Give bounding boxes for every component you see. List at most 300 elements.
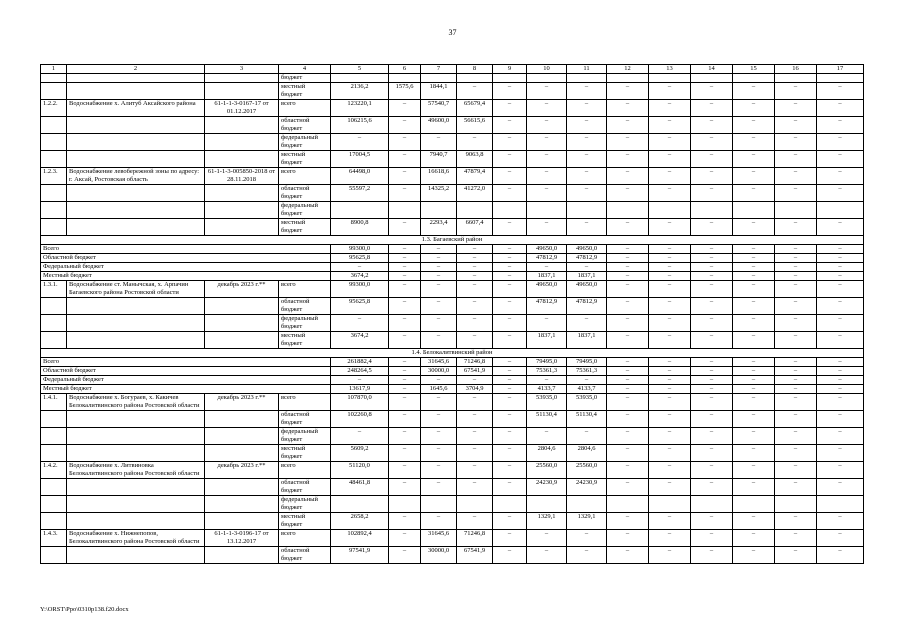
value-cell: – — [567, 547, 607, 564]
value-cell: – — [457, 272, 493, 281]
value-cell: – — [775, 245, 817, 254]
value-cell: – — [733, 479, 775, 496]
object-name — [67, 547, 205, 564]
value-cell: – — [691, 376, 733, 385]
value-cell — [691, 496, 733, 513]
object-name: Водоснабжение х. Алитуб Аксайского района — [67, 100, 205, 117]
value-cell: – — [691, 263, 733, 272]
value-cell — [733, 202, 775, 219]
value-cell: – — [421, 263, 457, 272]
value-cell: – — [421, 445, 457, 462]
value-cell: – — [457, 332, 493, 349]
value-cell: – — [607, 185, 649, 202]
header-cell: 1 — [41, 65, 67, 74]
object-name: Водоснабжение х. Нижнепопов, Белокалитвинского района Ростовской области — [67, 530, 205, 547]
value-cell: – — [389, 547, 421, 564]
funding-source: федеральный бюджет — [279, 496, 331, 513]
value-cell: – — [691, 358, 733, 367]
value-cell: – — [775, 168, 817, 185]
expertise-or-deadline — [205, 428, 279, 445]
value-cell: 51120,0 — [331, 462, 389, 479]
header-row — [41, 65, 864, 74]
value-cell: – — [691, 411, 733, 428]
expertise-or-deadline — [205, 547, 279, 564]
value-cell: – — [607, 530, 649, 547]
value-cell: 53935,0 — [567, 394, 607, 411]
value-cell: – — [817, 185, 864, 202]
value-cell: – — [607, 100, 649, 117]
value-cell — [775, 496, 817, 513]
value-cell: – — [691, 428, 733, 445]
value-cell: – — [817, 315, 864, 332]
value-cell: 24230,9 — [527, 479, 567, 496]
item-number — [41, 298, 67, 315]
value-cell: – — [733, 245, 775, 254]
value-cell: – — [733, 100, 775, 117]
value-cell — [607, 496, 649, 513]
value-cell: 25560,0 — [527, 462, 567, 479]
funding-source: всего — [279, 168, 331, 185]
value-cell: – — [649, 254, 691, 263]
value-cell: 7940,7 — [421, 151, 457, 168]
value-cell: – — [421, 428, 457, 445]
value-cell: – — [691, 185, 733, 202]
section-title: 1.3. Багаевский район — [41, 236, 864, 245]
value-cell: – — [493, 367, 527, 376]
value-cell: – — [607, 168, 649, 185]
value-cell: – — [817, 358, 864, 367]
header-cell: 3 — [205, 65, 279, 74]
funding-source: всего — [279, 394, 331, 411]
value-cell: – — [493, 168, 527, 185]
value-cell: – — [691, 151, 733, 168]
value-cell: – — [331, 134, 389, 151]
value-cell: – — [691, 245, 733, 254]
value-cell: – — [389, 263, 421, 272]
value-cell: – — [775, 100, 817, 117]
value-cell — [649, 202, 691, 219]
value-cell: – — [607, 358, 649, 367]
value-cell: – — [421, 376, 457, 385]
value-cell — [775, 74, 817, 83]
funding-source: местный бюджет — [279, 445, 331, 462]
value-cell: – — [733, 83, 775, 100]
funding-source: всего — [279, 462, 331, 479]
object-name — [67, 479, 205, 496]
value-cell: – — [733, 428, 775, 445]
value-cell: – — [691, 134, 733, 151]
value-cell: – — [817, 83, 864, 100]
expertise-or-deadline: декабрь 2023 г.** — [205, 462, 279, 479]
value-cell — [331, 74, 389, 83]
value-cell: – — [775, 117, 817, 134]
item-number — [41, 479, 67, 496]
value-cell: 79495,0 — [567, 358, 607, 367]
value-cell: – — [817, 245, 864, 254]
funding-source: всего — [279, 281, 331, 298]
value-cell: – — [493, 83, 527, 100]
value-cell: – — [527, 547, 567, 564]
value-cell: 1575,6 — [389, 83, 421, 100]
value-cell: 56615,6 — [457, 117, 493, 134]
value-cell: – — [733, 254, 775, 263]
table-row — [41, 100, 864, 117]
value-cell: – — [691, 332, 733, 349]
value-cell: 49650,0 — [527, 281, 567, 298]
value-cell: – — [775, 272, 817, 281]
value-cell: – — [527, 263, 567, 272]
value-cell: – — [567, 168, 607, 185]
value-cell: – — [389, 168, 421, 185]
total-row — [41, 376, 864, 385]
header-cell: 12 — [607, 65, 649, 74]
object-name — [67, 496, 205, 513]
expertise-or-deadline — [205, 219, 279, 236]
value-cell: 8900,8 — [331, 219, 389, 236]
value-cell: – — [607, 151, 649, 168]
value-cell: – — [733, 547, 775, 564]
value-cell: – — [817, 513, 864, 530]
item-number — [41, 134, 67, 151]
value-cell: – — [691, 254, 733, 263]
funding-source: областной бюджет — [279, 411, 331, 428]
value-cell: – — [607, 272, 649, 281]
value-cell: – — [493, 376, 527, 385]
object-name — [67, 513, 205, 530]
value-cell: – — [775, 445, 817, 462]
value-cell: – — [527, 134, 567, 151]
value-cell: – — [775, 367, 817, 376]
value-cell: – — [607, 428, 649, 445]
value-cell: 3674,2 — [331, 272, 389, 281]
value-cell: 25560,0 — [567, 462, 607, 479]
value-cell: 49650,0 — [527, 245, 567, 254]
value-cell: – — [493, 117, 527, 134]
value-cell: – — [817, 100, 864, 117]
value-cell: – — [691, 367, 733, 376]
value-cell: – — [457, 298, 493, 315]
value-cell: – — [389, 332, 421, 349]
value-cell: – — [817, 428, 864, 445]
funding-source: федеральный бюджет — [279, 315, 331, 332]
value-cell: – — [691, 445, 733, 462]
value-cell: 99300,0 — [331, 281, 389, 298]
value-cell: – — [775, 547, 817, 564]
table-row — [41, 219, 864, 236]
value-cell: – — [493, 151, 527, 168]
value-cell: – — [567, 83, 607, 100]
value-cell: 31645,6 — [421, 530, 457, 547]
section-title: 1.4. Белокалитвинский район — [41, 349, 864, 358]
value-cell — [733, 74, 775, 83]
value-cell: – — [389, 462, 421, 479]
value-cell: – — [649, 411, 691, 428]
section-row — [41, 236, 864, 245]
value-cell: – — [389, 219, 421, 236]
value-cell: 49650,0 — [567, 281, 607, 298]
expertise-or-deadline — [205, 496, 279, 513]
section-row — [41, 349, 864, 358]
page-number: 37 — [448, 28, 457, 37]
value-cell: 75361,3 — [527, 367, 567, 376]
value-cell: – — [691, 272, 733, 281]
value-cell: 3674,2 — [331, 332, 389, 349]
value-cell: – — [817, 219, 864, 236]
value-cell: – — [457, 315, 493, 332]
value-cell: – — [775, 332, 817, 349]
value-cell: – — [649, 332, 691, 349]
value-cell: 47812,9 — [527, 298, 567, 315]
table-row — [41, 298, 864, 315]
value-cell: – — [817, 530, 864, 547]
value-cell: – — [649, 315, 691, 332]
value-cell: – — [493, 428, 527, 445]
value-cell: – — [389, 513, 421, 530]
value-cell: – — [607, 547, 649, 564]
object-name — [67, 202, 205, 219]
value-cell: – — [527, 185, 567, 202]
header-cell: 8 — [457, 65, 493, 74]
value-cell — [607, 202, 649, 219]
funding-source: областной бюджет — [279, 479, 331, 496]
value-cell: 55597,2 — [331, 185, 389, 202]
item-number: 1.3.1. — [41, 281, 67, 298]
value-cell: 261882,4 — [331, 358, 389, 367]
item-number — [41, 496, 67, 513]
value-cell: 17004,5 — [331, 151, 389, 168]
value-cell: – — [733, 298, 775, 315]
funding-source: федеральный бюджет — [279, 428, 331, 445]
value-cell — [567, 496, 607, 513]
value-cell: – — [457, 411, 493, 428]
value-cell: – — [389, 315, 421, 332]
value-cell: 107870,0 — [331, 394, 389, 411]
funding-source: местный бюджет — [279, 219, 331, 236]
value-cell: 64498,0 — [331, 168, 389, 185]
value-cell: 2804,6 — [527, 445, 567, 462]
value-cell: 1837,1 — [567, 272, 607, 281]
value-cell: – — [527, 530, 567, 547]
value-cell: – — [421, 281, 457, 298]
expertise-or-deadline — [205, 202, 279, 219]
funding-source: местный бюджет — [279, 332, 331, 349]
value-cell: – — [733, 367, 775, 376]
expertise-or-deadline: декабрь 2023 г.** — [205, 281, 279, 298]
value-cell: – — [493, 332, 527, 349]
value-cell: 102260,8 — [331, 411, 389, 428]
value-cell: – — [567, 315, 607, 332]
value-cell: – — [691, 168, 733, 185]
table-row — [41, 513, 864, 530]
header-cell: 16 — [775, 65, 817, 74]
value-cell: – — [607, 315, 649, 332]
value-cell: – — [775, 428, 817, 445]
value-cell: 67541,9 — [457, 367, 493, 376]
value-cell: 47812,9 — [567, 254, 607, 263]
value-cell: – — [691, 479, 733, 496]
value-cell: – — [733, 394, 775, 411]
total-label: Областной бюджет — [41, 254, 331, 263]
value-cell: – — [775, 298, 817, 315]
header-cell: 2 — [67, 65, 205, 74]
value-cell: 5609,2 — [331, 445, 389, 462]
object-name — [67, 74, 205, 83]
value-cell: – — [421, 332, 457, 349]
header-cell: 17 — [817, 65, 864, 74]
value-cell: – — [649, 151, 691, 168]
expertise-or-deadline: 61-1-1-3-0167-17 от 01.12.2017 — [205, 100, 279, 117]
value-cell: 2804,6 — [567, 445, 607, 462]
value-cell: – — [607, 117, 649, 134]
object-name — [67, 332, 205, 349]
value-cell — [457, 74, 493, 83]
value-cell: 51130,4 — [567, 411, 607, 428]
table-row — [41, 411, 864, 428]
value-cell: – — [817, 151, 864, 168]
value-cell — [493, 496, 527, 513]
value-cell: – — [389, 245, 421, 254]
value-cell: – — [817, 376, 864, 385]
value-cell: – — [775, 281, 817, 298]
value-cell: – — [817, 263, 864, 272]
expertise-or-deadline — [205, 74, 279, 83]
expertise-or-deadline — [205, 479, 279, 496]
value-cell: – — [331, 263, 389, 272]
value-cell: – — [691, 385, 733, 394]
item-number: 1.2.3. — [41, 168, 67, 185]
value-cell: – — [649, 367, 691, 376]
value-cell: – — [389, 376, 421, 385]
value-cell: – — [649, 185, 691, 202]
value-cell: – — [691, 83, 733, 100]
value-cell: – — [649, 117, 691, 134]
value-cell: – — [527, 117, 567, 134]
header-cell: 5 — [331, 65, 389, 74]
value-cell: – — [457, 428, 493, 445]
item-number: 1.4.2. — [41, 462, 67, 479]
value-cell: – — [733, 315, 775, 332]
value-cell: – — [389, 134, 421, 151]
total-label: Местный бюджет — [41, 272, 331, 281]
value-cell: – — [733, 385, 775, 394]
header-cell: 10 — [527, 65, 567, 74]
value-cell — [457, 202, 493, 219]
expertise-or-deadline — [205, 445, 279, 462]
value-cell: – — [649, 445, 691, 462]
value-cell — [607, 74, 649, 83]
value-cell: – — [567, 376, 607, 385]
value-cell: – — [389, 479, 421, 496]
item-number: 1.2.2. — [41, 100, 67, 117]
value-cell: – — [493, 479, 527, 496]
value-cell: – — [493, 411, 527, 428]
value-cell: – — [457, 263, 493, 272]
value-cell — [457, 496, 493, 513]
value-cell: – — [607, 367, 649, 376]
value-cell: 248264,5 — [331, 367, 389, 376]
value-cell — [775, 202, 817, 219]
total-label: Федеральный бюджет — [41, 376, 331, 385]
value-cell: – — [607, 445, 649, 462]
value-cell: 2293,4 — [421, 219, 457, 236]
value-cell: – — [331, 376, 389, 385]
value-cell: – — [421, 245, 457, 254]
value-cell: – — [649, 219, 691, 236]
value-cell: 79495,0 — [527, 358, 567, 367]
table-row — [41, 530, 864, 547]
value-cell — [421, 202, 457, 219]
value-cell: 95625,8 — [331, 298, 389, 315]
object-name — [67, 219, 205, 236]
value-cell: – — [457, 462, 493, 479]
value-cell: – — [817, 547, 864, 564]
value-cell: – — [389, 530, 421, 547]
value-cell: – — [733, 117, 775, 134]
value-cell: – — [775, 151, 817, 168]
value-cell: – — [691, 298, 733, 315]
total-label: Федеральный бюджет — [41, 263, 331, 272]
item-number — [41, 219, 67, 236]
value-cell: – — [649, 298, 691, 315]
table-row — [41, 134, 864, 151]
value-cell — [817, 74, 864, 83]
value-cell: – — [607, 83, 649, 100]
value-cell: – — [607, 394, 649, 411]
total-row — [41, 358, 864, 367]
value-cell: 47812,9 — [527, 254, 567, 263]
value-cell: – — [389, 151, 421, 168]
value-cell: – — [493, 298, 527, 315]
value-cell: – — [733, 263, 775, 272]
value-cell: – — [775, 185, 817, 202]
value-cell: – — [649, 530, 691, 547]
value-cell: 1837,1 — [527, 272, 567, 281]
value-cell: – — [421, 462, 457, 479]
value-cell: – — [421, 254, 457, 263]
header-cell: 6 — [389, 65, 421, 74]
table-row — [41, 315, 864, 332]
value-cell: – — [493, 385, 527, 394]
value-cell: – — [567, 263, 607, 272]
object-name — [67, 315, 205, 332]
funding-source: бюджет — [279, 74, 331, 83]
value-cell: – — [649, 513, 691, 530]
total-row — [41, 272, 864, 281]
value-cell: – — [493, 254, 527, 263]
value-cell: – — [775, 263, 817, 272]
value-cell: – — [733, 219, 775, 236]
value-cell: – — [733, 462, 775, 479]
value-cell: 123220,1 — [331, 100, 389, 117]
value-cell: – — [691, 219, 733, 236]
value-cell — [331, 202, 389, 219]
value-cell: – — [607, 376, 649, 385]
object-name — [67, 151, 205, 168]
value-cell — [389, 74, 421, 83]
value-cell: – — [649, 376, 691, 385]
header-cell: 4 — [279, 65, 331, 74]
value-cell: – — [649, 245, 691, 254]
table-row — [41, 479, 864, 496]
funding-source: местный бюджет — [279, 83, 331, 100]
value-cell: – — [421, 411, 457, 428]
value-cell — [421, 74, 457, 83]
value-cell — [389, 202, 421, 219]
value-cell: – — [389, 117, 421, 134]
expertise-or-deadline — [205, 134, 279, 151]
value-cell: – — [527, 83, 567, 100]
value-cell: – — [457, 281, 493, 298]
